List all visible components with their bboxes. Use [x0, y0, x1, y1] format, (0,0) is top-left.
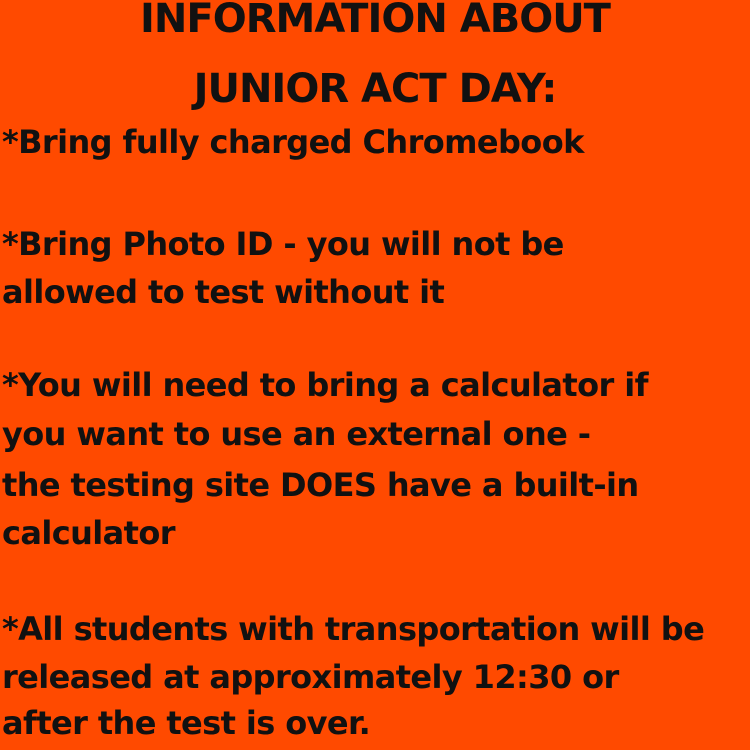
item-calculator-line-3: the testing site DOES have a built-in — [2, 466, 639, 504]
item-calculator-line-2: you want to use an external one - — [2, 415, 591, 453]
item-chromebook: *Bring fully charged Chromebook — [2, 123, 584, 161]
poster-title-line-1: INFORMATION ABOUT — [140, 0, 610, 42]
item-transportation-line-3: after the test is over. — [2, 704, 371, 742]
item-photo-id-line-2: allowed to test without it — [2, 273, 445, 311]
item-calculator-line-1: *You will need to bring a calculator if — [2, 366, 648, 404]
poster-title-line-2: JUNIOR ACT DAY: — [193, 66, 557, 112]
item-calculator-line-4: calculator — [2, 514, 175, 552]
item-transportation-line-1: *All students with transportation will be — [2, 610, 705, 648]
item-photo-id-line-1: *Bring Photo ID - you will not be — [2, 225, 564, 263]
item-transportation-line-2: released at approximately 12:30 or — [2, 658, 619, 696]
